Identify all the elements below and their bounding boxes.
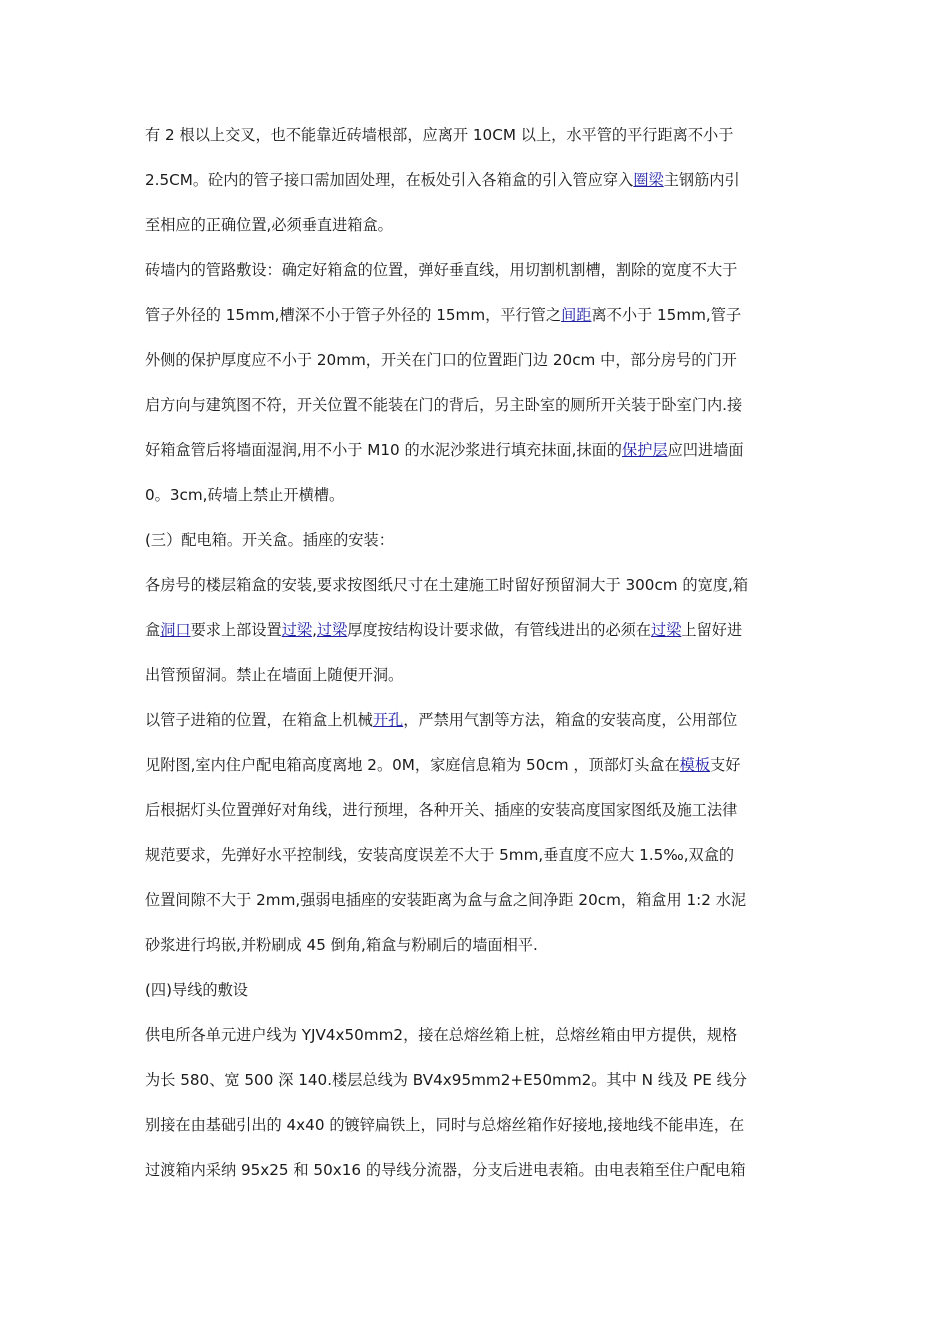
text-line xyxy=(145,1148,810,1193)
inline-link[interactable]: 开孔 xyxy=(372,711,404,729)
text-run: ，严禁用气割等方法，箱盒的安装高度，公用部位 xyxy=(403,711,738,729)
text-line xyxy=(145,653,810,698)
text-run: 位置间隙不大于 2mm,强弱电插座的安装距离为盒与盒之间净距 20cm，箱盒用 1:2 水泥 xyxy=(145,891,747,909)
text-run: 外侧的保护厚度应不小于 20mm，开关在门口的位置距门边 20cm 中，部分房号的门开 xyxy=(145,351,737,369)
inline-link[interactable]: 间距 xyxy=(561,306,592,324)
text-run: 2.5CM。砼内的管子接口需加固处理，在板处引入各箱盒的引入管应穿入 xyxy=(145,171,634,189)
text-line xyxy=(145,563,810,608)
text-line xyxy=(145,833,810,878)
text-run: 启方向与建筑图不符，开关位置不能装在门的背后，另主卧室的厕所开关装于卧室门内.接 xyxy=(145,396,743,414)
inline-link[interactable]: 过梁 xyxy=(651,621,682,639)
text-line xyxy=(145,1013,810,1058)
text-run: 砖墙内的管路敷设：确定好箱盒的位置，弹好垂直线，用切割机割槽，割除的宽度不大于 xyxy=(145,261,738,279)
text-run: 后根据灯头位置弹好对角线，进行预埋，各种开关、插座的安装高度国家图纸及施工法律 xyxy=(145,801,738,819)
text-line xyxy=(145,203,810,248)
text-run: 好箱盒管后将墙面湿润,用不小于 M10 的水泥沙浆进行填充抹面,抹面的 xyxy=(145,441,622,459)
text-run: 砂浆进行坞嵌,并粉刷成 45 倒角,箱盒与粉刷后的墙面相平. xyxy=(145,936,538,954)
inline-link[interactable]: 圈梁 xyxy=(633,171,664,189)
text-run: 上留好进 xyxy=(681,621,743,639)
text-line xyxy=(145,293,810,338)
inline-link[interactable]: 过梁 xyxy=(316,621,348,639)
text-run: 离不小于 15mm,管子 xyxy=(591,306,742,324)
text-line xyxy=(145,968,810,1013)
text-run: 过渡箱内采纳 95x25 和 50x16 的导线分流器，分支后进电表箱。由电表箱至住户配电箱 xyxy=(145,1161,746,1179)
text-line xyxy=(145,878,810,923)
text-line xyxy=(145,248,810,293)
text-run: (三）配电箱。开关盒。插座的安装： xyxy=(145,531,394,549)
text-line xyxy=(145,1103,810,1148)
text-line xyxy=(145,923,810,968)
text-line xyxy=(145,428,810,473)
text-run: 各房号的楼层箱盒的安装,要求按图纸尺寸在土建施工时留好预留洞大于 300cm 的宽度,箱 xyxy=(145,576,749,594)
text-line xyxy=(145,788,810,833)
text-run: (四)导线的敷设 xyxy=(145,981,248,999)
inline-link[interactable]: 过梁 xyxy=(281,621,313,639)
text-line xyxy=(145,338,810,383)
inline-link[interactable]: 洞口 xyxy=(160,621,191,639)
text-run: 厚度按结构设计要求做，有管线进出的必须在 xyxy=(347,621,652,639)
text-run: 0。3cm,砖墙上禁止开横槽。 xyxy=(145,486,345,504)
text-line xyxy=(145,473,810,518)
text-run: 要求上部设置 xyxy=(190,621,282,639)
text-run: , xyxy=(312,621,317,639)
inline-link[interactable]: 保护层 xyxy=(622,441,668,459)
text-line xyxy=(145,158,810,203)
text-run: 至相应的正确位置,必须垂直进箱盒。 xyxy=(145,216,393,234)
text-line xyxy=(145,518,810,563)
text-line xyxy=(145,608,810,653)
inline-link[interactable]: 模板 xyxy=(679,756,711,774)
text-line xyxy=(145,698,810,743)
text-run: 支好 xyxy=(710,756,741,774)
text-run: 见附图,室内住户配电箱高度离地 2。0M，家庭信息箱为 50cm ，顶部灯头盒在 xyxy=(145,756,680,774)
text-line xyxy=(145,1058,810,1103)
text-run: 为长 580、宽 500 深 140.楼层总线为 BV4x95mm2+E50mm2。其中 N 线及 PE 线分 xyxy=(145,1071,748,1089)
text-run: 有 2 根以上交叉，也不能靠近砖墙根部，应离开 10CM 以上，水平管的平行距离不小于 xyxy=(145,126,734,144)
text-line xyxy=(145,743,810,788)
text-line xyxy=(145,383,810,428)
text-line xyxy=(145,113,810,158)
text-run: 以管子进箱的位置，在箱盒上机械 xyxy=(145,711,373,729)
text-run: 主钢筋内引 xyxy=(663,171,740,189)
text-run: 出管预留洞。禁止在墙面上随便开洞。 xyxy=(145,666,404,684)
text-run: 供电所各单元进户线为 YJV4x50mm2，接在总熔丝箱上桩，总熔丝箱由甲方提供，规格 xyxy=(145,1026,738,1044)
text-run: 盒 xyxy=(145,621,161,639)
document-body xyxy=(145,113,810,1193)
text-run: 别接在由基础引出的 4x40 的镀锌扁铁上，同时与总熔丝箱作好接地,接地线不能串连，在 xyxy=(145,1116,745,1134)
text-run: 规范要求，先弹好水平控制线，安装高度误差不大于 5mm,垂直度不应大 1.5‰,双盒的 xyxy=(145,846,735,864)
text-run: 管子外径的 15mm,槽深不小于管子外径的 15mm，平行管之 xyxy=(145,306,562,324)
text-run: 应凹进墙面 xyxy=(667,441,744,459)
